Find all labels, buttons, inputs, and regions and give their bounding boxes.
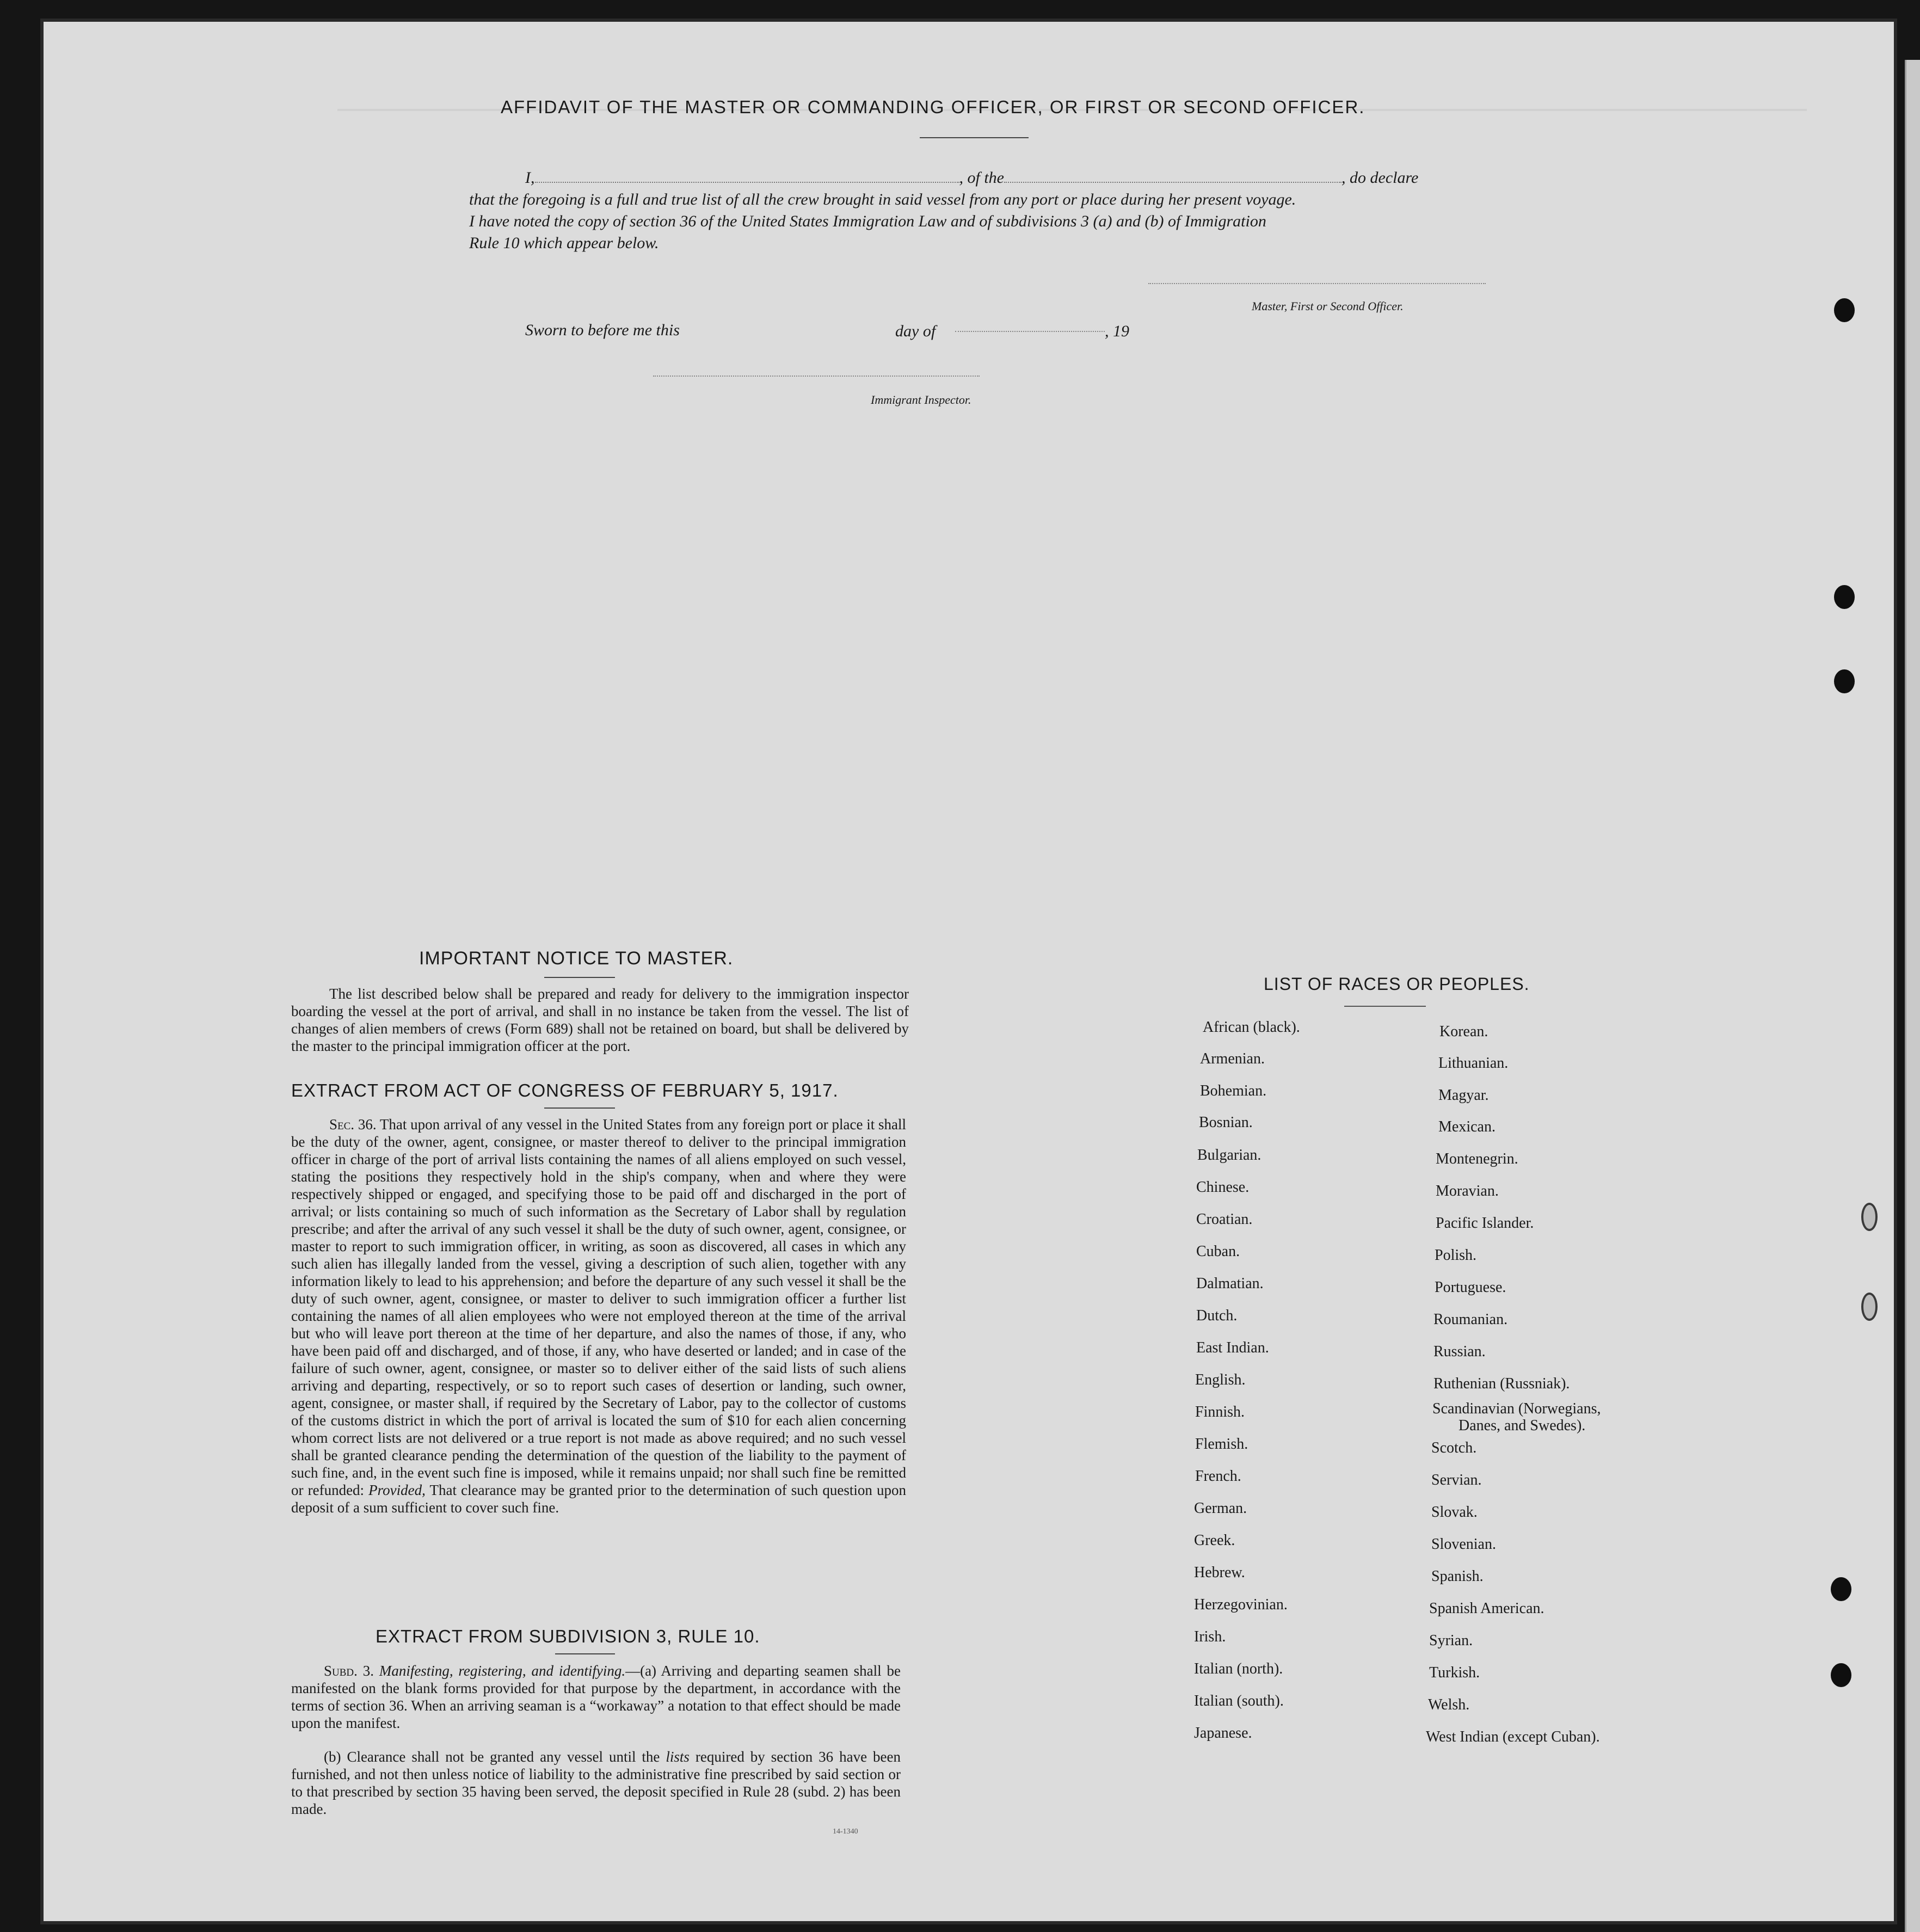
vessel-name-field[interactable] [1004, 171, 1341, 183]
affidavit-line-4: Rule 10 which appear below. [469, 234, 659, 252]
race-left-3: Bosnian. [1199, 1114, 1253, 1131]
race-left-11: English. [1195, 1371, 1246, 1388]
race-left-8: Dalmatian. [1196, 1275, 1264, 1292]
inspector-signature-field[interactable] [653, 376, 980, 377]
race-left-15: German. [1194, 1500, 1247, 1517]
race-right-8: Portuguese. [1435, 1279, 1506, 1296]
race-left-16: Greek. [1194, 1532, 1235, 1549]
race-left-12: Finnish. [1195, 1404, 1245, 1420]
races-divider [1344, 1006, 1426, 1007]
form-page [44, 22, 1894, 1921]
rule-para-b-end: required by section 36 have been furnished, and not then unless notice of liability to the administrative fine prescribed by said section or to that prescribed by section 35 having been served, the deposit specified in Rule 28 (subd. 2) has been made. [291, 1749, 901, 1817]
act-text [291, 1116, 906, 1516]
rule-para-b-lists: lists [666, 1749, 690, 1765]
declare-label: , do declare [1341, 169, 1419, 187]
affidavit-line-3: I have noted the copy of section 36 of the United States Immigration Law and of subdivisions 3 (a) and (b) of Immigration [469, 212, 1266, 230]
act-divider [544, 1107, 615, 1109]
binder-hole [1861, 1203, 1878, 1231]
race-left-7: Cuban. [1196, 1243, 1240, 1260]
notice-divider [544, 977, 615, 978]
sworn-month-field[interactable] [955, 331, 1105, 332]
affidavit-line-2: that the foregoing is a full and true list of all the crew brought in said vessel from any port or place during her present voyage. [469, 190, 1296, 208]
race-right-2: Magyar. [1438, 1087, 1489, 1104]
race-left-4: Bulgarian. [1197, 1147, 1261, 1164]
race-right-10: Russian. [1433, 1343, 1486, 1360]
race-left-14: French. [1195, 1468, 1241, 1485]
race-right-5: Moravian. [1436, 1183, 1499, 1199]
rule-para-a [291, 1662, 901, 1732]
race-right-18: Spanish. [1431, 1568, 1484, 1585]
rule-subd-label: Subd. 3. [324, 1663, 374, 1679]
form-number: 14-1340 [833, 1828, 858, 1836]
race-right-16: Slovak. [1431, 1504, 1478, 1521]
race-left-0: African (black). [1203, 1019, 1300, 1036]
race-right-15: Servian. [1431, 1472, 1482, 1488]
race-left-2: Bohemian. [1200, 1082, 1267, 1099]
race-right-14: Scotch. [1431, 1439, 1477, 1456]
race-right-12: Scandinavian (Norwegians, [1432, 1400, 1601, 1417]
race-left-17: Hebrew. [1194, 1564, 1245, 1581]
race-right-11: Ruthenian (Russniak). [1433, 1375, 1570, 1392]
race-left-13: Flemish. [1195, 1436, 1248, 1453]
notice-title: IMPORTANT NOTICE TO MASTER. [419, 948, 734, 969]
binder-hole [1861, 1293, 1878, 1321]
act-body-end: That clearance may be granted prior to the determination of such question upon deposit of a sum sufficient to cover such fine. [291, 1482, 907, 1516]
race-right-20: Syrian. [1429, 1632, 1473, 1649]
race-right-17: Slovenian. [1431, 1536, 1496, 1553]
races-title: LIST OF RACES OR PEOPLES. [1264, 974, 1530, 994]
race-left-1: Armenian. [1200, 1050, 1265, 1067]
rule-para-a-text: —(a) Arriving and departing seamen shall be manifested on the blank forms provided for that purpose by the department, in accordance with the terms of section 36. When an arriving seaman is a “workaway” a notation to that effect should be made upon the manifest. [291, 1663, 901, 1731]
race-right-3: Mexican. [1438, 1118, 1496, 1135]
binder-hole [1831, 1663, 1851, 1687]
race-right-1: Lithuanian. [1438, 1055, 1509, 1072]
rule-para-b-start: (b) Clearance shall not be granted any vessel until the [324, 1749, 660, 1765]
declarant-label: I, [525, 169, 535, 187]
binder-hole [1834, 669, 1855, 693]
race-right-23: West Indian (except Cuban). [1426, 1728, 1600, 1745]
race-left-22: Japanese. [1194, 1725, 1252, 1742]
race-right-13: Danes, and Swedes). [1459, 1417, 1586, 1434]
race-right-7: Polish. [1435, 1247, 1477, 1264]
race-right-19: Spanish American. [1429, 1600, 1544, 1617]
race-left-5: Chinese. [1196, 1179, 1250, 1196]
race-right-9: Roumanian. [1433, 1311, 1508, 1328]
notice-text: The list described below shall be prepared and ready for delivery to the immigration inspector boarding the vessel at the port of arrival, and shall in no instance be taken from the vessel. The list of changes of alien members of crews (Form 689) shall not be retained on board, but shall be delivered by the master to the principal immigration officer at the port. [291, 986, 909, 1054]
rule-title: EXTRACT FROM SUBDIVISION 3, RULE 10. [376, 1626, 760, 1646]
race-right-21: Turkish. [1429, 1664, 1480, 1681]
act-body: That upon arrival of any vessel in the United States from any foreign port or place it shall be the duty of the owner, agent, consignee, or master thereof to deliver to the principal immigration officer in charge of the port of arrival lists containing the names of all aliens employed on such vessel, stating the positions they respectively hold in the ship's company, when and where they were respectively shipped or engaged, and specifying those to be paid off and discharged in the port of arrival; or lists containing so much of such information as the Secretary of Labor shall by regulation prescribe; and after the arrival of any such vessel it shall be the duty of such owner, agent, consignee, or master to report to such immigration officer, in writing, as soon as discovered, all cases in which any such alien has illegally landed from the vessel, giving a description of such alien, together with any information likely to lead to his apprehension; and before the departure of any such vessel it shall be the duty of such owner, agent, consignee, or master to deliver to such immigration officer a further list containing the names of all alien employees who were not employed thereon at the time of the arrival but who will leave port thereon at the time of her departure, and also the names of those, if any, who have been paid off and discharged, and of those, if any, who have deserted or landed; and in case of the failure of such owner, agent, consignee, or master so to deliver either of the said lists of such aliens arriving and departing, respectively, or so to report such cases of desertion or landing, such owner, agent, consignee, or master shall, if required by the Secretary of Labor, pay to the collector of customs of the customs district in which the port of arrival is located the sum of $10 for each alien concerning whom correct lists are not delivered or a true report is not made as above required; and no such vessel shall be granted clearance pending the determination of the question of the liability to the payment of such fine, and, in the event such fine is imposed, while it remains unpaid; nor shall such fine be remitted or refunded: [291, 1116, 907, 1498]
rule-para-b [291, 1748, 901, 1818]
race-left-19: Irish. [1194, 1628, 1226, 1645]
race-left-18: Herzegovinian. [1194, 1596, 1288, 1613]
race-right-0: Korean. [1439, 1023, 1488, 1040]
sworn-label: Sworn to before me this [525, 321, 680, 339]
declarant-name-field[interactable] [535, 171, 959, 183]
act-provided: Provided, [368, 1482, 426, 1498]
race-left-6: Croatian. [1196, 1211, 1253, 1228]
affidavit-declaration-line [525, 169, 1488, 187]
page-edge-strip [1905, 60, 1920, 1932]
race-right-22: Welsh. [1428, 1696, 1470, 1713]
master-signature-field[interactable] [1148, 283, 1486, 284]
race-right-6: Pacific Islander. [1436, 1215, 1534, 1232]
binder-hole [1831, 1577, 1851, 1601]
title-divider [920, 137, 1029, 138]
race-left-10: East Indian. [1196, 1339, 1269, 1356]
master-signature-caption: Master, First or Second Officer. [1252, 299, 1404, 313]
race-left-20: Italian (north). [1194, 1660, 1283, 1677]
act-title: EXTRACT FROM ACT OF CONGRESS OF FEBRUARY 5, 1917. [291, 1080, 839, 1100]
act-section-label: Sec. 36. [329, 1116, 377, 1133]
race-left-9: Dutch. [1196, 1307, 1238, 1324]
rule-subd-heading: Manifesting, registering, and identifying. [379, 1663, 626, 1679]
binder-hole [1834, 585, 1855, 609]
sworn-year-label: , 19 [1105, 322, 1129, 340]
inspector-signature-caption: Immigrant Inspector. [871, 393, 971, 407]
affidavit-title: AFFIDAVIT OF THE MASTER OR COMMANDING OFFICER, OR FIRST OR SECOND OFFICER. [501, 97, 1365, 117]
binder-hole [1834, 298, 1855, 322]
race-left-21: Italian (south). [1194, 1693, 1284, 1709]
rule-divider [555, 1653, 615, 1654]
sworn-day-label: day of [895, 322, 936, 340]
vessel-label: , of the [959, 169, 1004, 187]
race-right-4: Montenegrin. [1436, 1150, 1518, 1167]
